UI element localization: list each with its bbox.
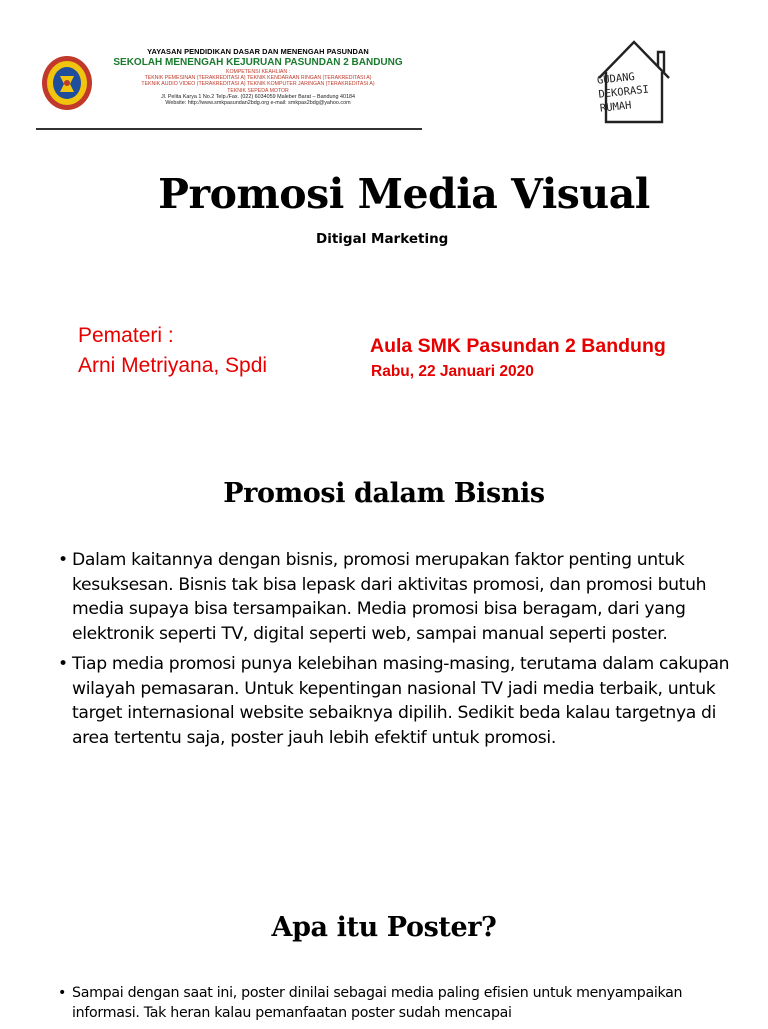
bullet-list	[58, 983, 738, 1029]
section-heading: Apa itu Poster?	[271, 912, 497, 943]
event-date: Rabu, 22 Januari 2020	[371, 363, 534, 380]
gudang-dekorasi-rumah-logo	[596, 38, 672, 126]
brand-word: GUDANG	[596, 70, 636, 87]
school-letterhead	[36, 44, 422, 130]
brand-word: DEKORASI	[597, 83, 650, 101]
list-item	[58, 983, 738, 1023]
program-line: TEKNIK SEPEDA MOTOR	[227, 87, 289, 94]
letterhead-text	[98, 44, 418, 107]
school-address: Jl. Pelita Karya 1 No.2 Telp./Fax. (022) 6034059 Maleber Barat – Bandung 40184	[160, 93, 356, 100]
bullet-text: Sampai dengan saat ini, poster dinilai sebagai media paling efisien untuk menyampaikan informasi. Tak heran kalau pemanfaatan poster sudah mencapai	[72, 985, 683, 1021]
bullet-icon: •	[58, 654, 68, 674]
school-emblem-icon	[40, 54, 94, 112]
program-line: TEKNIK PEMESINAN (TERAKREDITASI A) TEKNIK KENDARAAN RINGAN (TERAKREDITASI A)	[144, 75, 372, 82]
competency-heading: KOMPETENSI KEAHLIAN :	[226, 68, 290, 75]
section-heading: Promosi dalam Bisnis	[223, 478, 545, 509]
presenter-block	[78, 321, 267, 381]
bullet-icon: •	[58, 985, 67, 1001]
school-website: Website: http://www.smkpasundan2bdg.org e-mail: smkpas2bdg@yahoo.com	[165, 100, 351, 107]
bullet-text: Tiap media promosi punya kelebihan masing-masing, terutama dalam cakupan wilayah pemasaran. Untuk kepentingan nasional TV jadi media terbaik, untuk target internasional website sebaiknya dipilih. Sedikit beda kalau targetnya di area tertentu saja, poster jauh lebih efektif untuk promosi.	[72, 654, 730, 748]
presenter-name: Arni Metriyana, Spdi	[78, 354, 268, 377]
bullet-list	[58, 548, 738, 756]
page-title: Promosi Media Visual	[158, 170, 650, 218]
school-name: SEKOLAH MENENGAH KEJURUAN PASUNDAN 2 BANDUNG	[113, 56, 403, 68]
brand-word: RUMAH	[599, 99, 633, 115]
bullet-text: Dalam kaitannya dengan bisnis, promosi merupakan faktor penting untuk kesuksesan. Bisnis tak bisa lepask dari aktivitas promosi, dan promosi butuh media supaya bisa tersampaikan. Media promosi bisa beragam, dari yang elektronik seperti TV, digital seperti web, sampai manual seperti poster.	[72, 550, 707, 644]
foundation-name: YAYASAN PENDIDIKAN DASAR DAN MENENGAH PASUNDAN	[147, 47, 369, 56]
venue: Aula SMK Pasundan 2 Bandung	[370, 335, 666, 357]
list-item	[58, 548, 738, 646]
presenter-label: Pemateri :	[78, 324, 174, 347]
list-item	[58, 652, 738, 750]
program-line: TEKNIK AUDIO VIDEO (TERAKREDITASI A) TEKNIK KOMPUTER JARINGAN (TERAKREDITASI A)	[141, 81, 375, 88]
letterhead-divider	[36, 128, 422, 130]
bullet-icon: •	[58, 550, 68, 570]
page-subtitle: Ditigal Marketing	[316, 231, 449, 247]
